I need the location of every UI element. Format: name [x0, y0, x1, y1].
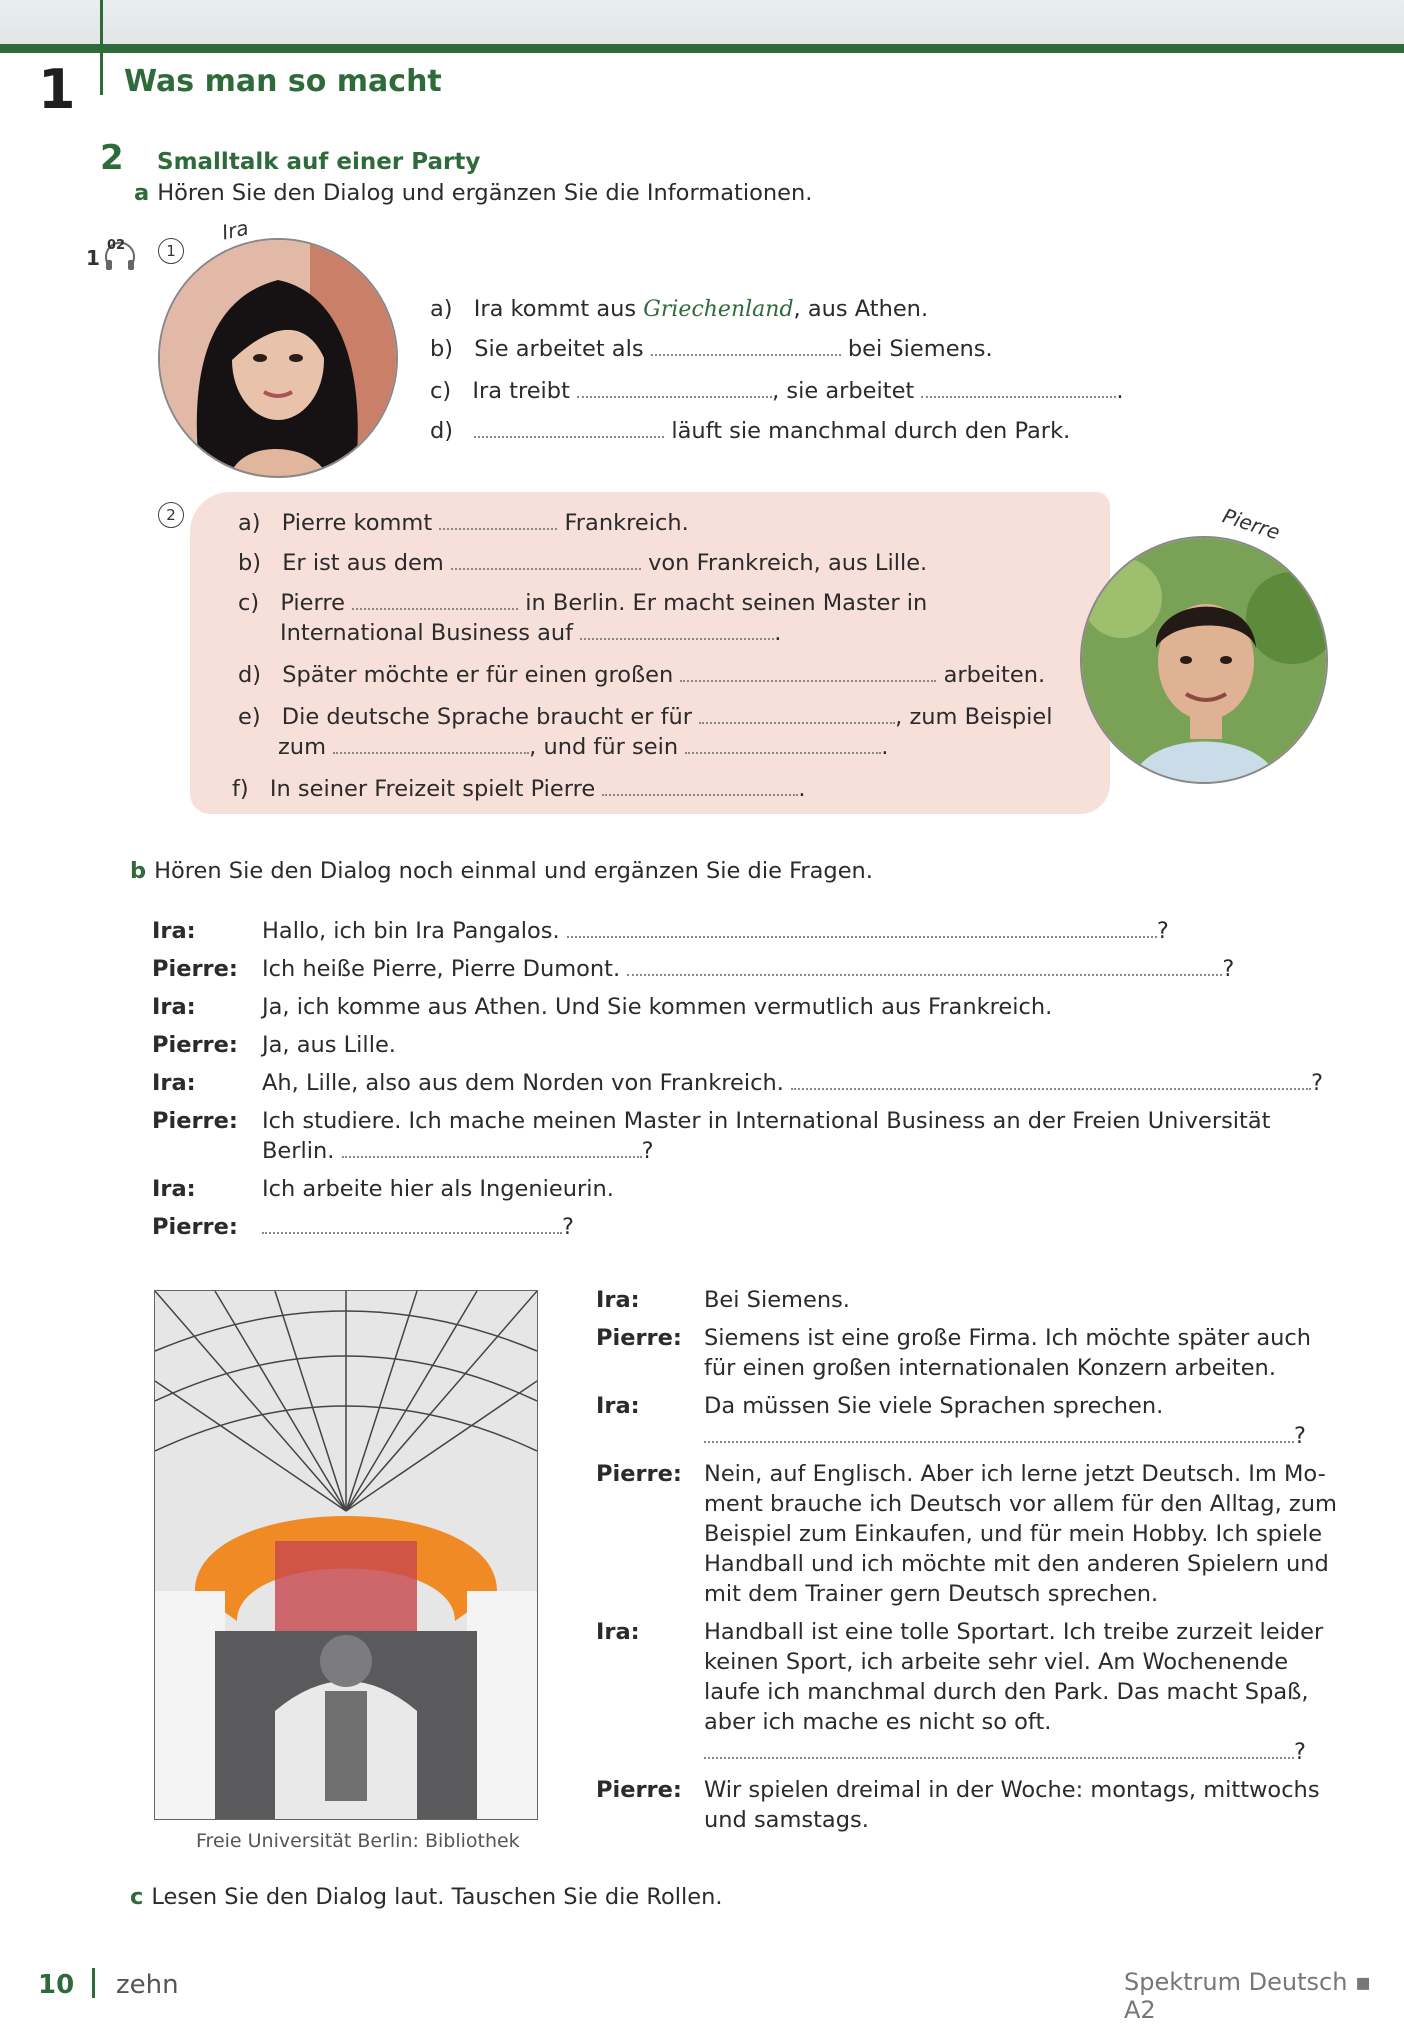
dialog-text: Nein, auf Englisch. Aber ich lerne jetzt Deutsch. Im Mo- — [704, 1461, 1326, 1487]
speaker-label: Pierre: — [152, 1032, 238, 1058]
dialog-2 — [596, 1285, 1386, 1843]
part-b-text: Hören Sie den Dialog noch einmal und ergänzen Sie die Fragen. — [154, 858, 873, 884]
photo-caption: Freie Universität Berlin: Bibliothek — [196, 1830, 520, 1852]
question-mark: ? — [562, 1214, 574, 1240]
item-letter: a) — [430, 296, 453, 322]
answer-blank[interactable] — [791, 1070, 1311, 1090]
item-text: Pierre kommt — [281, 510, 433, 536]
item-letter: e) — [238, 704, 261, 730]
part-c-instruction — [130, 1882, 723, 1912]
ira-name-label: Ira — [219, 215, 251, 245]
dialog-row — [152, 954, 1352, 992]
dialog-row — [152, 1174, 1352, 1212]
dialog-text: Handball ist eine tolle Sportart. Ich treibe zurzeit leider — [704, 1619, 1324, 1645]
item-text: Er ist aus dem — [282, 550, 444, 576]
speaker-label: Pierre: — [152, 956, 238, 982]
dialog-text: Handball und ich möchte mit den anderen Spielern und — [704, 1551, 1329, 1577]
speaker-label: Ira: — [152, 1070, 196, 1096]
dialog-1 — [152, 916, 1352, 1250]
question-mark: ? — [1294, 1739, 1306, 1765]
exercise-title: Smalltalk auf einer Party — [157, 149, 481, 175]
item-number-1: 1 — [158, 238, 184, 264]
dialog-text: Ich arbeite hier als Ingenieurin. — [262, 1176, 614, 1202]
dialog-text: Beispiel zum Einkaufen, und für mein Hobby. Ich spiele — [704, 1521, 1323, 1547]
ira-item-c — [430, 376, 1124, 406]
item-text-post: in Berlin. Er macht seinen Master in — [525, 590, 928, 616]
answer-blank[interactable] — [451, 550, 641, 570]
speaker-label: Ira: — [152, 1176, 196, 1202]
item-text-mid: , sie arbeitet — [772, 378, 915, 404]
pierre-item-c — [238, 588, 927, 618]
dialog-text: Ja, ich komme aus Athen. Und Sie kommen vermutlich aus Frankreich. — [262, 994, 1053, 1020]
answer-blank[interactable] — [352, 590, 518, 610]
item-text: Pierre — [280, 590, 345, 616]
item-number-2: 2 — [158, 502, 184, 528]
item-letter: a) — [238, 510, 261, 536]
answer-blank[interactable] — [685, 734, 881, 754]
dialog-line — [704, 1421, 1306, 1451]
dialog-row — [596, 1775, 1386, 1843]
question-mark: ? — [1294, 1423, 1306, 1449]
answer-blank[interactable] — [333, 734, 529, 754]
pierre-photo — [1080, 536, 1328, 784]
question-mark: ? — [1156, 918, 1169, 944]
answer-blank[interactable] — [577, 378, 772, 398]
item-letter: b) — [430, 336, 454, 362]
question-mark: ? — [641, 1138, 654, 1164]
dialog-text: Siemens ist eine große Firma. Ich möchte später auch — [704, 1325, 1312, 1351]
chapter-title: Was man so macht — [124, 64, 442, 99]
dialog-row — [152, 1030, 1352, 1068]
answer-blank[interactable] — [262, 1214, 562, 1234]
dialog-text: Ah, Lille, also aus dem Norden von Frankreich. — [262, 1070, 784, 1096]
dialog-text: Wir spielen dreimal in der Woche: montags, mittwochs — [704, 1777, 1320, 1803]
answer-blank[interactable] — [567, 918, 1157, 938]
item-letter: d) — [238, 662, 262, 688]
part-a-letter: a — [134, 180, 150, 206]
speaker-label: Ira: — [596, 1619, 640, 1645]
item-letter: d) — [430, 418, 454, 444]
dialog-row — [152, 1212, 1352, 1250]
item-text: Die deutsche Sprache braucht er für — [281, 704, 692, 730]
answer-blank[interactable] — [602, 776, 798, 796]
dialog-text: Hallo, ich bin Ira Pangalos. — [262, 918, 560, 944]
item-text-post: . — [881, 734, 889, 760]
dialog-text: Ja, aus Lille. — [262, 1032, 396, 1058]
dialog-text: laufe ich manchmal durch den Park. Das macht Spaß, — [704, 1679, 1309, 1705]
item-text-post: . — [1116, 378, 1124, 404]
part-c-letter: c — [130, 1884, 144, 1910]
pierre-highlight-band — [190, 492, 1110, 814]
ira-item-d — [430, 416, 1070, 446]
item-text-post: , zum Beispiel — [895, 704, 1053, 730]
ira-photo — [158, 238, 398, 478]
speaker-label: Ira: — [152, 994, 196, 1020]
item-text: zum — [278, 734, 326, 760]
pierre-item-c-line2 — [280, 618, 781, 648]
answer-blank[interactable] — [342, 1138, 642, 1158]
dialog-text: Berlin. — [262, 1138, 335, 1164]
item-text-post: von Frankreich, aus Lille. — [648, 550, 928, 576]
dialog-row — [152, 916, 1352, 954]
item-text: Ira kommt aus — [473, 296, 637, 322]
dialog-line — [262, 1068, 1323, 1098]
pierre-item-f — [232, 774, 806, 804]
item-text: International Business auf — [280, 620, 574, 646]
audio-track-number: 02 — [107, 238, 126, 253]
answer-blank[interactable] — [580, 620, 774, 640]
book-title: Spektrum Deutsch ▪ A2 — [1124, 1968, 1372, 2024]
dialog-row — [596, 1459, 1386, 1617]
pierre-item-e-line2 — [278, 732, 888, 762]
library-photo — [154, 1290, 538, 1820]
pierre-item-e — [238, 702, 1052, 732]
answer-blank[interactable] — [651, 336, 841, 356]
page-number-word: zehn — [116, 1970, 179, 2000]
answer-blank[interactable] — [439, 510, 557, 530]
speaker-label: Ira: — [152, 918, 196, 944]
dialog-row — [152, 1106, 1352, 1174]
question-mark: ? — [1311, 1070, 1324, 1096]
item-text-mid: , und für sein — [529, 734, 679, 760]
dialog-row — [596, 1285, 1386, 1323]
part-c-text: Lesen Sie den Dialog laut. Tauschen Sie die Rollen. — [151, 1884, 723, 1910]
speaker-label: Pierre: — [596, 1777, 682, 1803]
item-text-post: arbeiten. — [943, 662, 1046, 688]
top-rule — [0, 44, 1404, 53]
page-number: 10 — [38, 1970, 75, 2000]
item-text: Ira treibt — [472, 378, 570, 404]
dialog-text: Ich heiße Pierre, Pierre Dumont. — [262, 956, 621, 982]
dialog-row — [152, 1068, 1352, 1106]
item-text-post: läuft sie manchmal durch den Park. — [671, 418, 1071, 444]
item-text-post: . — [774, 620, 782, 646]
dialog-line — [704, 1737, 1306, 1767]
answer-blank[interactable] — [921, 378, 1116, 398]
dialog-text: mit dem Trainer gern Deutsch sprechen. — [704, 1581, 1159, 1607]
dialog-row — [152, 992, 1352, 1030]
dialog-line — [262, 1212, 574, 1242]
chapter-divider — [100, 0, 103, 95]
dialog-text: keinen Sport, ich arbeite sehr viel. Am Wochenende — [704, 1649, 1289, 1675]
item-text-post: Frankreich. — [564, 510, 689, 536]
dialog-text: Bei Siemens. — [704, 1287, 850, 1313]
ira-item-b — [430, 334, 993, 364]
audio-cd-number: 1 — [86, 246, 100, 270]
dialog-row — [596, 1617, 1386, 1775]
dialog-text: Da müssen Sie viele Sprachen sprechen. — [704, 1393, 1164, 1419]
item-text-post: bei Siemens. — [847, 336, 993, 362]
ira-item-a — [430, 294, 928, 325]
answer-blank[interactable] — [704, 1423, 1294, 1443]
pierre-item-b — [238, 548, 927, 578]
answer-blank[interactable] — [704, 1739, 1294, 1759]
answer-blank[interactable] — [680, 662, 936, 682]
pierre-item-a — [238, 508, 689, 538]
dialog-line — [262, 1136, 654, 1166]
exercise-number: 2 — [100, 138, 124, 178]
handwritten-answer: Griechenland — [643, 297, 794, 322]
item-text: Sie arbeitet als — [474, 336, 644, 362]
item-letter: c) — [238, 590, 260, 616]
item-letter: c) — [430, 378, 452, 404]
item-letter: f) — [232, 776, 249, 802]
dialog-line — [262, 916, 1169, 946]
dialog-text: und samstags. — [704, 1807, 869, 1833]
speaker-label: Pierre: — [596, 1461, 682, 1487]
dialog-row — [596, 1391, 1386, 1459]
top-band — [0, 0, 1404, 46]
part-b-letter: b — [130, 858, 147, 884]
dialog-text: aber ich mache es nicht so oft. — [704, 1709, 1052, 1735]
chapter-number: 1 — [38, 58, 76, 121]
speaker-label: Pierre: — [152, 1214, 238, 1240]
item-text-post: , aus Athen. — [793, 296, 929, 322]
speaker-label: Ira: — [596, 1393, 640, 1419]
part-b-instruction — [130, 856, 873, 886]
answer-blank[interactable] — [627, 956, 1222, 976]
dialog-row — [596, 1323, 1386, 1391]
item-text: In seiner Freizeit spielt Pierre — [269, 776, 596, 802]
item-letter: b) — [238, 550, 262, 576]
dialog-text: ment brauche ich Deutsch vor allem für den Alltag, zum — [704, 1491, 1337, 1517]
answer-blank[interactable] — [699, 704, 895, 724]
dialog-text: Ich studiere. Ich mache meinen Master in International Business an der Freien Universität — [262, 1108, 1271, 1134]
part-a-text: Hören Sie den Dialog und ergänzen Sie die Informationen. — [157, 180, 813, 206]
question-mark: ? — [1222, 956, 1235, 982]
item-text-post: . — [798, 776, 806, 802]
pierre-name-label: Pierre — [1219, 503, 1283, 545]
speaker-label: Ira: — [596, 1287, 640, 1313]
dialog-line — [262, 954, 1234, 984]
speaker-label: Pierre: — [596, 1325, 682, 1351]
dialog-text: für einen großen internationalen Konzern arbeiten. — [704, 1355, 1276, 1381]
answer-blank[interactable] — [474, 418, 664, 438]
footer-divider — [92, 1968, 95, 1998]
part-a-instruction — [134, 178, 812, 208]
speaker-label: Pierre: — [152, 1108, 238, 1134]
item-text: Später möchte er für einen großen — [282, 662, 674, 688]
pierre-item-d — [238, 660, 1045, 690]
